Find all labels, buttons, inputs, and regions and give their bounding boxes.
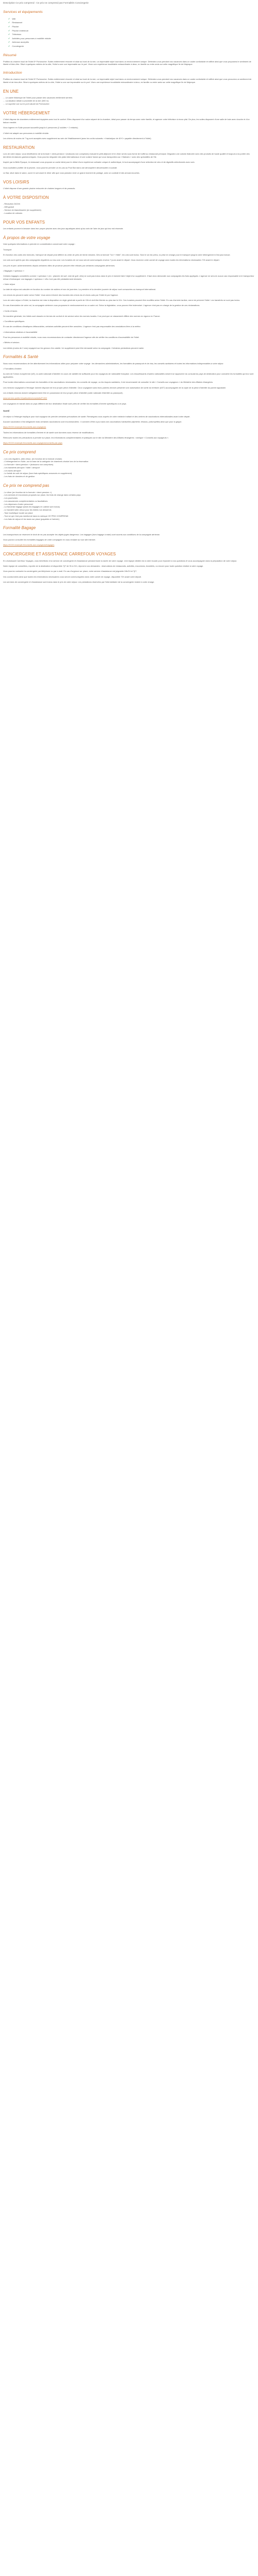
en-une-heading: EN UNE: [3, 89, 19, 94]
list-item: - Le forfait de coût de séjour (hors frais spécifiques annoncés en supplément): [3, 472, 72, 475]
apropos-heading: À propos de votre voyage: [3, 235, 51, 240]
disposition-heading: À VOTRE DISPOSITION: [3, 195, 49, 200]
bagages-link[interactable]: https://XXXX.example.fr/conseils-aux-voyageurs/bagages: [3, 544, 55, 547]
list-item: - Les frais de dossiers et de gestion: [3, 475, 35, 478]
disposition-list: [3, 202, 255, 214]
apropos-text: La date de séjour est calculée en fonction du nombre de nuitées et non de journées. La première et la dernière journée de séjour sont consacrées au transport international.: [3, 288, 156, 291]
ne-comprend-list: [3, 491, 255, 521]
apropos-text: • Conditions spécifiques: [3, 320, 25, 323]
formalites-text: Les mineurs voyageant à l'étranger doivent disposer de leur propre pièce d'identité. Ceux voyageant sans leurs parents devront présenter une autorisation de sortie du territoire (AST) accompagnée de la copie de la pièce d'identité du parent signataire.: [3, 386, 227, 389]
list-item: - Les assurances complémentaires ou facultatives: [3, 499, 48, 502]
list-item: - - La situation idéale à proximité de la mer (300 m): [3, 99, 255, 103]
apropos-text: Les bébés (moins de 2 ans) voyagent sur les genoux d'un adulte. Un supplément peut être demandé selon la compagnie. Certaines prestations peuvent varier.: [3, 346, 144, 349]
apropos-text: En cas d'annulation de votre vol, la compagnie aérienne vous proposera le remboursement ou un autre vol. Selon la législation, vous pouvez être indemnisé. L'agence n'est pas en charge de la gestion de ces réclamations.: [3, 304, 200, 307]
list-item: - La formule « demi-pension » (boissons non comprises): [3, 463, 54, 466]
formalites-sante-heading: Formalités & Santé: [3, 354, 39, 360]
apropos-text: Transport: [3, 248, 12, 251]
sante-text: Retrouvez toutes les précautions à prendre sur place, les informations complémentaires et pratiques sur le site du Ministère des Affaires étrangères : rubrique « Conseils aux voyageurs ».: [3, 436, 169, 439]
hebergement-heading: VOTRE HÉBERGEMENT: [3, 110, 50, 115]
service-item-restaurant: ✔ Restaurant: [8, 21, 22, 24]
apropos-text: Certains bagages considérés comme « spéciaux » (ex : planche de surf, club de golf, vélo) ne sont pas inclus dans le prix et doivent faire l'objet d'un supplément. Il faut donc demander aux compagnies les frais appliqués. L'agence ne sera en aucun cas responsable si le transporteur refuse d'embarquer vos bagages « spéciaux » s'ils n'ont pas été préalablement déclarés.: [3, 275, 254, 280]
service-item-accessibilite: ✔ Activités pour personnes à mobilité réduite: [8, 37, 51, 40]
list-item: - Service de blanchisserie (en supplément): [3, 208, 41, 211]
list-item: - Les dépenses d'ordre personnel: [3, 502, 33, 505]
service-item-conciergerie: ✔ Conciergerie: [8, 45, 24, 47]
list-item: - Les vols réguliers, aller-retour, (en fonction de la formule choisie): [3, 457, 62, 460]
conciergerie-text: En choisissant Carrefour Voyages, vous bénéficiez d'un service de conciergerie et d'assistance pendant toute la durée de votre voyage. Une équipe dédiée est à votre écoute pour répondre à vos questions et vous accompagner dans la préparation de votre séjour.: [3, 559, 237, 562]
list-item: - Les frais de séjour et les taxes sur place (payables à l'arrivée): [3, 517, 59, 520]
conseils-par-pays-link[interactable]: https://XXXX.example.fr/conseils-aux-voyageurs/conseils-par-pays: [3, 442, 62, 445]
product-page: [0, 0, 258, 584]
service-item-animaux: ✔ Animaux acceptés: [8, 41, 29, 44]
apropos-text: Les vols sont opérés par des compagnies régulières ou low-cost. Les horaires de vol vous seront communiqués environ 7 jours avant le départ. Vous recevrez votre carnet de voyage avec toutes les informations nécessaires 72h avant le départ.: [3, 259, 220, 262]
list-item: - Taxe touristique locale sur place: [3, 512, 33, 515]
comprend-heading: Ce prix comprend: [3, 450, 36, 455]
list-item: - Le transfert aller-retour pour les hôtels non desservis: [3, 509, 52, 512]
apropos-text: En fonction des coûts des formules, l'aéroport de départ peut différer du vôtre de prés de trente minutes. Dès la formule "Vol + Hôtel", les vols sont inclus. Seul le vol est prévu, la prise en charge pour le transport jusqu'à votre hébergement n'est pas incluse.: [3, 253, 231, 256]
check-icon: ✔: [8, 25, 10, 28]
formalites-text: Les voyageurs en transit dans un pays différent de leur destination finale sont priés de vérifier les formalités d'entrée spécifiques à ce pays.: [3, 402, 127, 405]
hebergement-text: Les chiens de moins de 7 kg sont acceptés avec supplément au sein de l'établissement (avec les coûts suivants: « frais/séjour de 40 € » payable directement à l'hôtel).: [3, 137, 152, 140]
restauration-text: Lors de votre séjour, vous bénéficierez de la formule « demi-pension » (boissons non comprises) incluant le petit-déjeuner et le dîner servis sous forme de buffet au restaurant principal. Dégustez une cuisine élaborée avec des produits de haute qualité et toujours à la portée des dernières tendances gastronomiques. Vous pourrez déguster des plats internationaux et une cuisine fusion qui vous transportera au « Balearic » avec des spécialités de l'île.: [3, 152, 250, 158]
list-item: - Wifi gratuit: [3, 206, 14, 209]
comprend-list: [3, 457, 255, 478]
hebergement-text: L'hôtel est adapté aux personnes à mobilité réduite.: [3, 131, 49, 134]
restauration-text: Inspiré par la Belle Époque, le restaurant vous propose un cadre idéal pour le début d'une expérience culinaire unique et authentique, le tout accompagné d'une sélection de vins et de digestifs sélectionnés avec soin.: [3, 161, 195, 164]
ne-comprend-heading: Ce prix ne comprend pas: [3, 483, 50, 488]
apropos-text: En cas de conditions climatiques défavorables, certaines activités peuvent être annulées. L'agence n'est pas responsable des annulations liées à la météo.: [3, 325, 141, 328]
list-item: - Location de voitures: [3, 211, 23, 214]
bagage-heading: Formalité Bagage: [3, 526, 36, 531]
apropos-text: • Coûts et taxes: [3, 309, 18, 312]
bagage-text: Les transporteurs se réservent le droit de ne pas accepter les objets jugés dangereux. Les bagages (hors bagage à main) sont soumis aux conditions de la compagnie aérienne.: [3, 533, 160, 536]
check-icon: ✔: [8, 41, 10, 44]
list-item: - Le dîner (en fonction de la formule « demi-pension »): [3, 490, 52, 494]
hebergement-text: L'hôtel dispose de chambres entièrement équipées avec tout le confort. Elles disposent d'un salon séparé de la chambre, idéal pour passer du temps avec votre famille, et agencer votre télévision à écran plat. De plus, les suites disposent d'une salle de bain avec douche et d'un balcon meublé.: [3, 118, 250, 124]
conciergerie-text: Vos coordonnées ainsi que toutes les informations nécessaires vous seront communiquées dans votre carnet de voyage, disponible 72h avant votre départ.: [3, 575, 142, 578]
apropos-text: Pour les personnes à mobilité réduite, nous vous recommandons de contacter directement l'agence afin de vérifier les conditions d'accessibilité de l'hôtel.: [3, 335, 140, 338]
restauration-heading: RESTAURATION: [3, 145, 35, 150]
list-item: - Tout ce qui n'est pas mentionné dans la rubrique CE PRIX COMPREND: [3, 514, 69, 517]
apropos-text: De manière générale, les hôtels sont classés en termes de confort et de service selon les normes locales. Il se peut que ce classement diffère des normes en vigueur en France.: [3, 314, 160, 317]
formalites-text: Pour toutes informations concernant les formalités et les vaccinations nécessaires, les conseils de voyage, ou les risques sanitaires, il est recommandé de consulter le site « Conseils aux voyageurs » du Ministère des Affaires étrangères.: [3, 381, 214, 384]
apropos-intro: Voici quelques informations à prendre en considération concernant votre voyage :: [3, 243, 76, 246]
bagage-text: Vous pouvez consulter les formalités bagages de votre compagnie en vous rendant sur son site internet.: [3, 538, 96, 541]
apropos-text: • Bagages « spéciaux »: [3, 269, 24, 272]
list-item: - Les pourboires: [3, 497, 18, 500]
list-item: - Réception 24/24h: [3, 202, 20, 206]
resume-text: Profitez du charme inouï de l'hôtel 5* Portorocher. Suites entièrement rénovée et situé au bord de la mer, un imprenable style haut dans un environnement unique. Détendez-vous pendant vos vacances dans un cadre confortable et raffiné ainsi que vous proposera le sentiment de liberté et bien-être. Situé à quelques mètres de la côte, l'hôtel a une vue imprenable sur le port. Vivez une expérience inoubliable extraordinaire à deux, en famille ou entre amis sur cette magnifique île de Majorque.: [3, 60, 251, 66]
check-icon: ✔: [8, 37, 10, 40]
restauration-text: Vous souhaitez profiter de la piscine, vous pourrez prendre un en-cas au Pool Bar dans une atmosphère décontractée à souhait.: [3, 166, 118, 169]
service-item-television: ✔ Télévision: [8, 33, 22, 36]
formalites-text: Nous vous recommandons de lire attentivement les informations utiles pour préparer votre voyage : les démarches administratives, les formalités de passeport et de visa, les conseils sanitaires et toutes les informations indispensables à votre séjour.: [3, 362, 224, 365]
loisirs-text: L'hôtel dispose d'une grande piscine entourée de chaises longues et de parasols.: [3, 187, 76, 190]
service-item-wifi: ✔ Wifi: [8, 17, 16, 20]
conciergerie-text: Notre équipe de conseillers, experte de la destination et disponible 7j/7 de 9h à 21h, répond à vos demandes : réservations de restaurants, activités, excursions, transferts, ou encore pour toute question relative à votre voyage.: [3, 565, 204, 568]
service-item-piscine: ✔ Piscine: [8, 25, 19, 28]
formalites-text: Les enfants mineurs doivent obligatoirement être en possession de leur propre pièce d'identité (carte nationale d'identité ou passeport).: [3, 392, 123, 394]
apropos-text: • Informations relatives à l'accessibilité: [3, 330, 38, 333]
formalites-text: • Formalités d'entrée: [3, 367, 22, 370]
list-item: - L'hébergement en Suite, sur la base de la catégorie de chambres choisie lors de la réservation: [3, 460, 89, 463]
introduction-text: Profitez du charme inouï de l'hôtel 5* Portorocher. Suites entièrement rénovée et situé au bord de la mer, un imprenable style haut dans un environnement unique. Détendez-vous pendant vos vacances dans un cadre confortable et raffiné ainsi que vous procurera un sentiment de liberté et de bien-être. Situé à quelques mètres de la côte, l'hôtel a une vue imprenable sur le port. Vivez une expérience inoubliable extraordinaire à deux, en famille ou entre amis sur cette magnifique île de Majorque.: [3, 78, 252, 84]
page-description: Description Ce prix comprend : Ce prix ne comprend pas Formalités Conciergerie: [3, 2, 89, 4]
formalites-text: Au sein de l'Union européenne (UE), la carte nationale d'identité en cours de validité est suffisante pour les voyageurs de nationalité française. Les ressortissants d'autres nationalités doivent se rapprocher du consulat du pays de destination pour connaître les formalités qui leur sont applicables.: [3, 372, 254, 379]
check-icon: ✔: [8, 17, 10, 20]
resume-heading: Résumé: [3, 53, 17, 57]
enfants-heading: POUR VOS ENFANTS: [3, 219, 45, 225]
apropos-text: Lors de votre séjour à l'hôtel, la chambre est mise à disposition en règle générale à partir de 15h et doit être libérée au plus tard à 11h. Ces horaires peuvent être modifiés selon l'hôtel. En cas d'arrivée tardive, merci de prévenir l'hôtel. Les transferts ne sont pas inclus.: [3, 298, 240, 301]
en-une-list: [3, 96, 255, 105]
apropos-text: Les check-ins peuvent varier selon l'hôtel. Vous serez informé des horaires des check-ins et check-outs par l'hôtel et par l'agence.: [3, 293, 119, 296]
sante-text: Toutes les informations de formalités d'entrée et de santé sont données sous réserve de modifications.: [3, 431, 94, 434]
service-public-link[interactable]: www.service-public.fr/particuliers/vosdroits/F1922: [3, 397, 47, 400]
apropos-text: • Votre séjour: [3, 283, 15, 286]
list-item: - Les services et excursions proposés sur place, les frais de change dans certains pays: [3, 494, 81, 497]
restauration-text: Le Bar, situé dans le salon, ouvre le soir avant le dîner afin que vous puissiez vivre un grand moment de partage, avec un cocktail et des amuse-bouches.: [3, 171, 140, 174]
enfants-text: Les enfants pourront s'amuser dans leur propre piscine avec des jeux aquatiques ainsi qu'au sein de l'aire de jeux qui leur est réservée.: [3, 227, 124, 230]
loisirs-heading: VOS LOISIRS: [3, 179, 29, 184]
conciergerie-text: Vous pourrez contacter la conciergerie par téléphone ou par e-mail. En cas d'urgence sur place, notre service d'assistance est joignable 24h/24 et 7j/7.: [3, 570, 137, 573]
conciergerie-text: Les services de conciergerie et d'assistance sont inclus dans le prix de votre séjour. Les prestations réservées par l'intermédiaire de la conciergerie restent à votre charge.: [3, 580, 155, 583]
check-icon: ✔: [8, 21, 10, 24]
sante-text: Un séjour à l'étranger implique pour tout voyageur de prendre certaines précautions de santé. Renseignez-vous auprès de votre médecin traitant et des centres de vaccinations internationales avant votre départ.: [3, 415, 190, 418]
services-heading: Services et équipements: [3, 10, 43, 14]
service-item-piscine-exterieure: ✔ Piscine extérieure: [8, 29, 29, 32]
list-item: - Les transferts aéroport / hôtel / aéroport: [3, 466, 40, 469]
sante-heading: Santé: [3, 410, 10, 413]
apropos-text: • Bébés et séniors: [3, 341, 20, 344]
conciergerie-heading: CONCIERGERIE ET ASSISTANCE CARREFOUR VOYAGES: [3, 552, 116, 557]
list-item: - Les taxes aéroport: [3, 469, 21, 472]
hebergement-text: Vous logerez en Suite pouvant accueillir jusqu'à 4 personnes (2 adultes + 2 enfants).: [3, 126, 78, 129]
check-icon: ✔: [8, 33, 10, 36]
check-icon: ✔: [8, 45, 10, 47]
list-item: - La franchise bagage (seuls les bagages en cabine sont inclus): [3, 505, 60, 509]
list-item: - - Le cadre historique de l'hôtel pour passer des vacances réellement serrées: [3, 96, 255, 99]
introduction-heading: Introduction: [3, 71, 22, 75]
conseils-voyageurs-link[interactable]: https://XXXX.example.fr/conseils-aux-voyageurs: [3, 426, 46, 429]
services-list: [8, 17, 255, 48]
sante-text: Aucune vaccination n'est obligatoire mais certaines vaccinations sont recommandées : il convient d'être à jour dans ses vaccinations habituelles (diphtérie, tétanos, poliomyélite) ainsi que pour la grippe.: [3, 420, 182, 423]
list-item: - - Le superbe vue sur le port naturel de Portorocher: [3, 103, 255, 106]
apropos-text: Les prix et part. acheminements depuis certaines villes de province peuvent être refusés par certaines compagnies aériennes.: [3, 264, 116, 267]
check-icon: ✔: [8, 29, 10, 32]
